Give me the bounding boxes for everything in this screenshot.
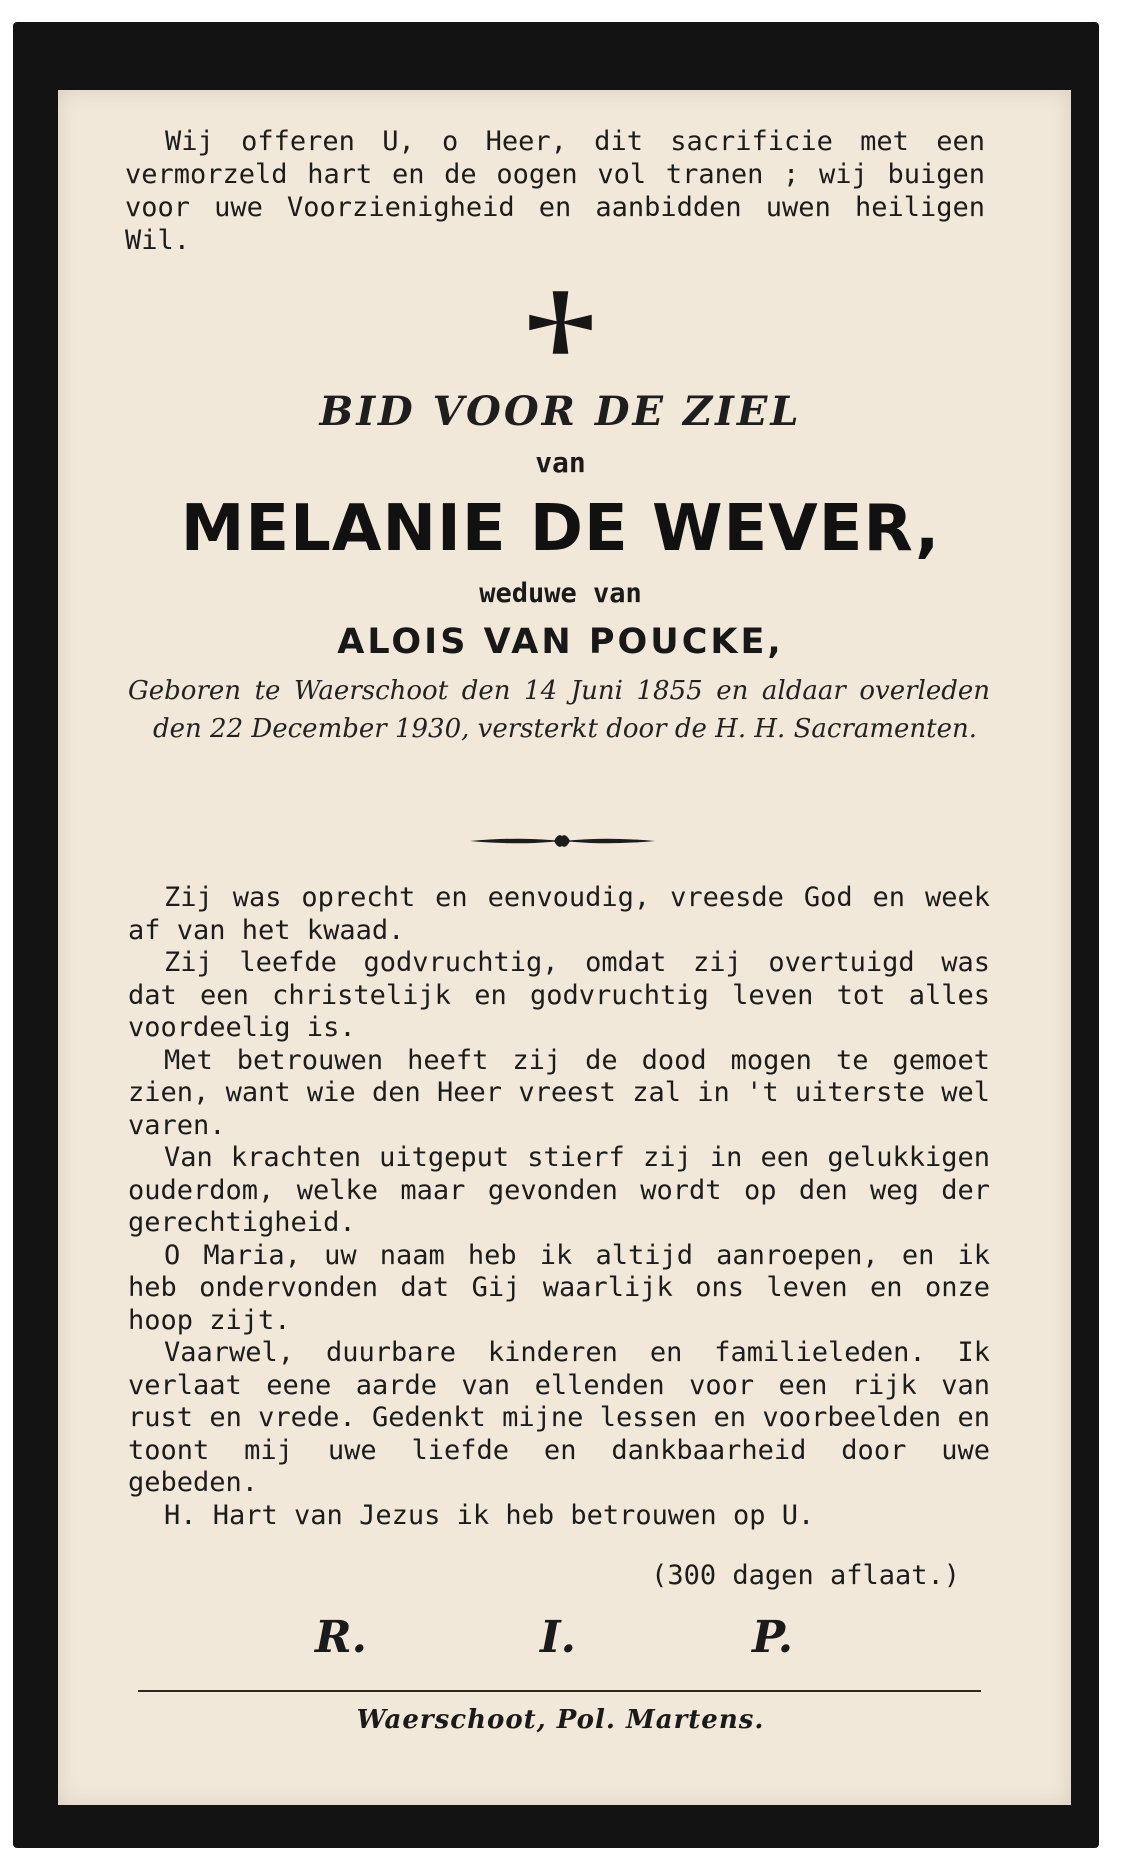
printer-imprint: Waerschoot, Pol. Martens. <box>356 1705 765 1735</box>
eulogy-paragraph: H. Hart van Jezus ik heb betrouwen op U. <box>164 1499 815 1531</box>
cross-pattee-icon <box>528 290 593 355</box>
footer-rule <box>138 1690 981 1692</box>
divider-ornament-icon <box>470 830 655 852</box>
eulogy-paragraph: Met betrouwen heeft zij de dood mogen te gemoet zien, want wie den Heer vreest zal in 't uiterste wel varen. <box>128 1044 990 1141</box>
eulogy-paragraph: Zij leefde godvruchtig, omdat zij overtuigd was dat een christelijk en godvruchtig leven tot alles voordeelig is. <box>128 947 990 1043</box>
eulogy-paragraph: O Maria, uw naam heb ik altijd aanroepen, en ik heb ondervonden dat Gij waarlijk ons leven en onze hoop zijt. <box>128 1239 990 1336</box>
van-label: van <box>535 446 586 479</box>
opening-prayer: Wij offeren U, o Heer, dit sacrificie met een vermorzeld hart en de oogen vol tranen ; wij buigen voor uwe Voorzienigheid en aanbidden uwen heiligen Wil. <box>125 126 985 256</box>
spouse-name: ALOIS VAN POUCKE, <box>337 622 784 662</box>
deceased-name: MELANIE DE WEVER, <box>180 492 941 566</box>
pray-for-soul-heading: BID VOOR DE ZIEL <box>319 388 802 435</box>
rip-letter-p: P. <box>752 1612 794 1663</box>
eulogy-paragraph: Vaarwel, duurbare kinderen en familieleden. Ik verlaat eene aarde van ellenden voor een rijk van rust en vrede. Gedenkt mijne lessen en voorbeelden en toont mij uwe liefde en dankbaarheid door uwe gebeden. <box>128 1337 990 1498</box>
eulogy-text <box>128 882 990 1532</box>
rip-letter-i: I. <box>540 1612 576 1663</box>
eulogy-paragraph: Zij was oprecht en eenvoudig, vreesde God en week af van het kwaad. <box>128 882 990 946</box>
rip-letter-r: R. <box>315 1612 367 1663</box>
eulogy-paragraph: Van krachten uitgeput stierf zij in een gelukkigen ouderdom, welke maar gevonden wordt op den weg der gerechtigheid. <box>128 1142 990 1238</box>
birth-death-statement: Geboren te Waerschoot den 14 Juni 1855 en aldaar overleden den 22 December 1930, versterkt door de H. H. Sacramenten. <box>128 676 990 744</box>
indulgence-note: (300 dagen aflaat.) <box>651 1560 960 1591</box>
widow-of-label: weduwe van <box>479 578 642 609</box>
